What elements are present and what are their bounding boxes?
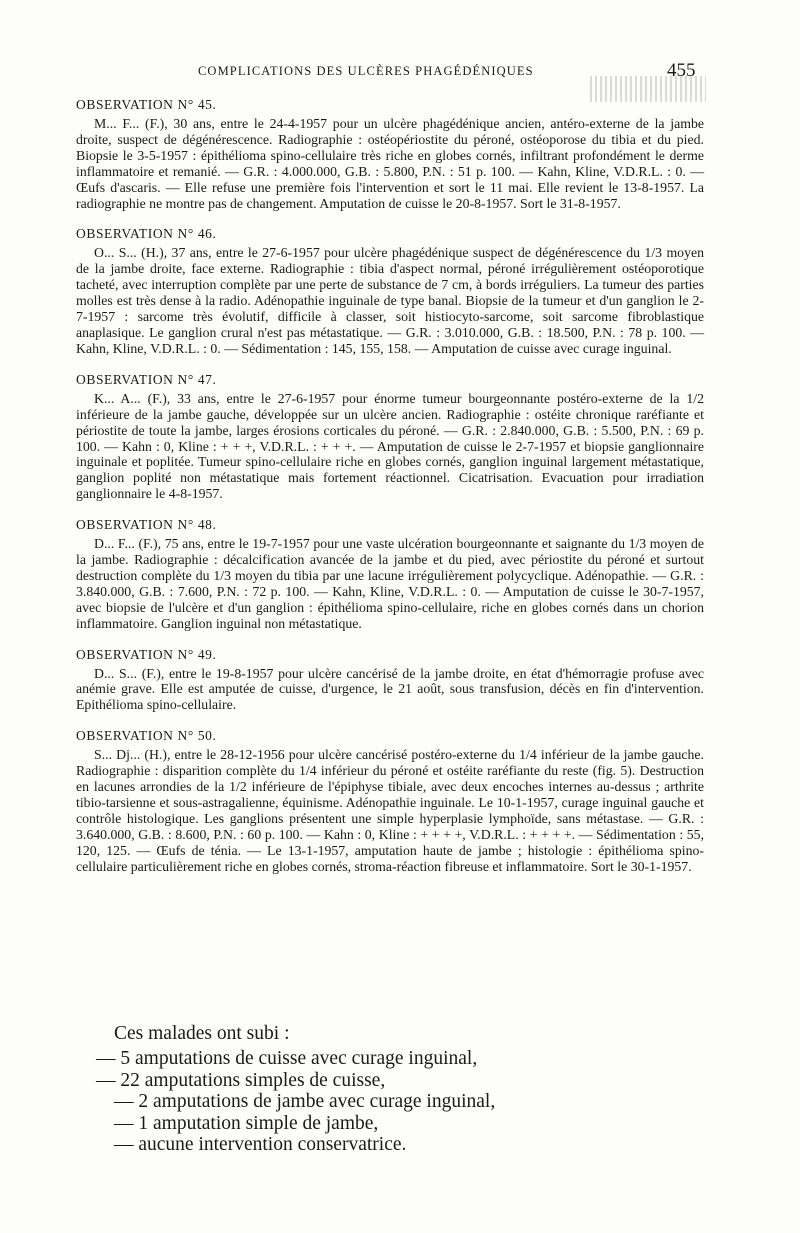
observation-47	[76, 371, 704, 502]
observation-heading: OBSERVATION N° 49.	[76, 646, 217, 662]
observation-heading: OBSERVATION N° 48.	[76, 517, 217, 533]
observation-46	[76, 225, 704, 356]
page-number: 455	[667, 60, 696, 81]
observation-text: M... F... (F.), 30 ans, entre le 24-4-1957 pour un ulcère phagédénique ancien, antéro-externe de la jambe droite, suspect de dégénérescence. Radiographie : ostéopériostite du péroné, ostéoporose du tibia et du pied. Biopsie le 3-5-1957 : épithélioma spino-cellulaire très riche en globes cornés, infiltrant profondément le derme inflammatoire et remanié. — G.R. : 4.000.000, G.B. : 5.800, P.N. : 51 p. 100. — Kahn, Kline, V.D.R.L. : 0. — Œufs d'ascaris. — Elle refuse une première fois l'intervention et sort le 11 mai. Elle revient le 13-8-1957. La radiographie ne montre pas de changement. Amputation de cuisse le 20-8-1957. Sort le 31-8-1957.	[76, 116, 704, 211]
summary-intro: Ces malades ont subi :	[114, 1023, 290, 1044]
observation-heading: OBSERVATION N° 50.	[76, 728, 217, 744]
observation-48	[76, 516, 704, 631]
observation-heading: OBSERVATION N° 47.	[76, 371, 217, 387]
summary-section	[96, 1022, 616, 1156]
observation-text: D... S... (F.), entre le 19-8-1957 pour ulcère cancérisé de la jambe droite, en état d'hémorragie profuse avec anémie grave. Elle est amputée de cuisse, d'urgence, le 21 août, sous transfusion, décès en fin d'intervention. Epithélioma spino-cellulaire.	[76, 665, 704, 713]
observation-text: K... A... (F.), 33 ans, entre le 27-6-1957 pour énorme tumeur bourgeonnante postéro-externe de la 1/2 inférieure de la jambe gauche, développée sur un ulcère ancien. Radiographie : ostéite chronique raréfiante et périostite de toute la jambe, larges érosions corticales du péroné. — G.R. : 2.840.000, G.B. : 5.500, P.N. : 69 p. 100. — Kahn : 0, Kline : + + +, V.D.R.L. : + + +. — Amputation de cuisse le 2-7-1957 et biopsie ganglionnaire inguinale et poplitée. Tumeur spino-cellulaire riche en globes cornés, ganglion inguinal largement métastatique, ganglion poplité non métastatique mais fortement réactionnel. Cicatrisation. Evacuation pour irradiation ganglionnaire le 4-8-1957.	[76, 390, 704, 502]
observation-text: S... Dj... (H.), entre le 28-12-1956 pour ulcère cancérisé postéro-externe du 1/4 inférieur de la jambe gauche. Radiographie : disparition complète du 1/4 inférieur du péroné et ostéite raréfiante du reste (fig. 5). Destruction en lacunes arrondies de la 1/2 inférieure de l'épiphyse tibiale, avec deux encoches internes au-dessus ; arthrite tibio-tarsienne et sous-astragalienne, équinisme. Adénopathie inguinale. Le 10-1-1957, curage inguinal gauche et contrôle histologique. Les ganglions présentent une simple hyperplasie lymphoïde, sans métastase. — G.R. : 3.640.000, G.B. : 8.600, P.N. : 60 p. 100. — Kahn : 0, Kline : + + + +, V.D.R.L. : + + + +. — Sédimentation : 55, 120, 125. — Œufs de ténia. — Le 13-1-1957, amputation haute de jambe ; histologie : épithélioma spino-cellulaire particulièrement riche en globes cornés, stroma-réaction fibreuse et inflammatoire. Sort le 30-1-1957.	[76, 747, 704, 874]
observation-heading: OBSERVATION N° 46.	[76, 226, 217, 242]
summary-item: — 2 amputations de jambe avec curage inguinal,	[114, 1091, 496, 1112]
observation-text: O... S... (H.), 37 ans, entre le 27-6-1957 pour ulcère phagédénique suspect de dégénérescence du 1/3 moyen de la jambe droite, face externe. Radiographie : tibia d'aspect normal, péroné irrégulièrement ostéoporotique tacheté, avec interruption complète par une perte de substance de 7 cm, à bords irréguliers. La tumeur des parties molles est très dense à la radio. Adénopathie inguinale de type banal. Biopsie de la tumeur et d'un ganglion le 2-7-1957 : sarcome très évolutif, difficile à classer, soit histiocyto-sarcome, soit sarcome fibroblastique anaplasique. Le ganglion crural n'est pas métastatique. — G.R. : 3.010.000, G.B. : 18.500, P.N. : 78 p. 100. — Kahn, Kline, V.D.R.L. : 0. — Sédimentation : 145, 155, 158. — Amputation de cuisse avec curage inguinal.	[76, 245, 704, 356]
summary-item: — aucune intervention conservatrice.	[114, 1134, 407, 1155]
observation-text: D... F... (F.), 75 ans, entre le 19-7-1957 pour une vaste ulcération bourgeonnante et saignante du 1/3 moyen de la jambe. Radiographie : décalcification avancée de la jambe et du pied, avec périostite du péroné et surtout destruction complète du 1/3 moyen du tibia par une lacune irrégulièrement polycyclique. Adénopathie. — G.R. : 3.840.000, G.B. : 7.600, P.N. : 72 p. 100. — Kahn, Kline, V.D.R.L. : 0. — Amputation de cuisse le 30-7-1957, avec biopsie de l'ulcère et d'un ganglion : épithélioma spino-cellulaire, riche en globes cornés dans un chorion inflammatoire. Ganglion inguinal non métastatique.	[76, 536, 704, 631]
observation-49	[76, 646, 704, 714]
observation-heading: OBSERVATION N° 45.	[76, 97, 217, 112]
summary-item: — 22 amputations simples de cuisse,	[96, 1069, 386, 1091]
running-title: COMPLICATIONS DES ULCÈRES PHAGÉDÉNIQUES	[198, 64, 534, 78]
observation-50	[76, 727, 704, 874]
observation-45	[76, 96, 704, 211]
summary-list	[96, 1048, 616, 1156]
summary-item: — 1 amputation simple de jambe,	[114, 1112, 379, 1134]
summary-item: — 5 amputations de cuisse avec curage inguinal,	[96, 1048, 478, 1069]
observations-body	[76, 96, 704, 889]
